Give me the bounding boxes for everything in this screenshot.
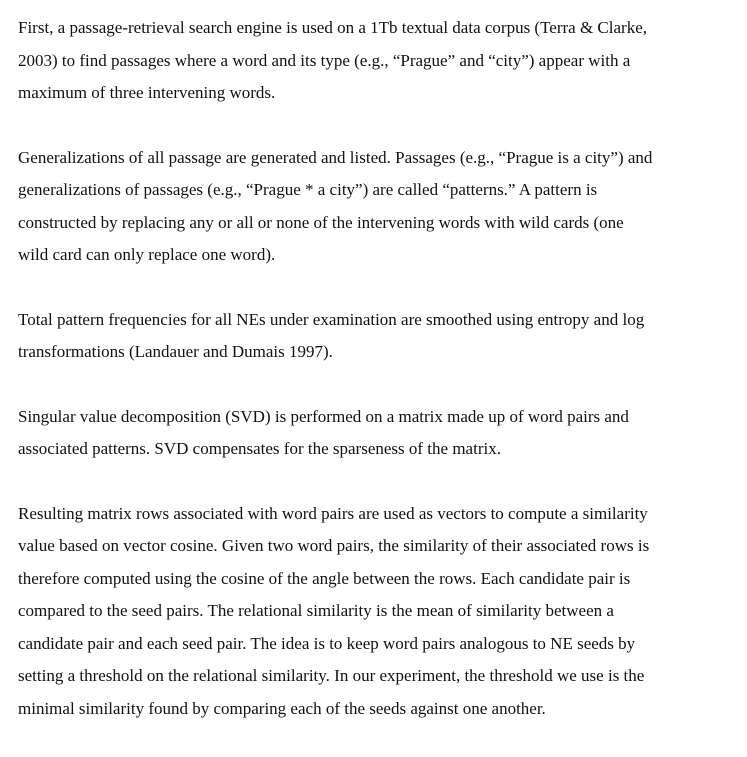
paragraph-generalizations <box>18 142 733 272</box>
text-line: wild card can only replace one word). <box>18 245 276 264</box>
text-line: setting a threshold on the relational similarity. In our experiment, the threshold we use is the <box>18 666 645 685</box>
text-line: compared to the seed pairs. The relational similarity is the mean of similarity between a <box>18 601 614 620</box>
text-line: Resulting matrix rows associated with word pairs are used as vectors to compute a similarity <box>18 503 648 523</box>
paragraph-frequency-smoothing <box>18 304 733 369</box>
text-line: constructed by replacing any or all or none of the intervening words with wild cards (one <box>18 212 624 232</box>
text-line: minimal similarity found by comparing each of the seeds against one another. <box>18 698 546 718</box>
text-line: Total pattern frequencies for all NEs under examination are smoothed using entropy and log <box>18 309 645 329</box>
paragraph-svd <box>18 401 733 466</box>
text-line: therefore computed using the cosine of the angle between the rows. Each candidate pair is <box>18 568 631 588</box>
text-line: First, a passage-retrieval search engine is used on a 1Tb textual data corpus (Terra & Clarke, <box>18 18 647 37</box>
text-line: transformations (Landauer and Dumais 1997). <box>18 342 333 361</box>
paragraph-relational-similarity <box>18 498 733 726</box>
text-line: value based on vector cosine. Given two word pairs, the similarity of their associated rows is <box>18 536 650 555</box>
text-line: maximum of three intervening words. <box>18 83 276 102</box>
text-line: associated patterns. SVD compensates for the sparseness of the matrix. <box>18 439 501 458</box>
paragraph-passage-retrieval <box>18 12 733 110</box>
document-page <box>18 12 733 757</box>
text-line: 2003) to find passages where a word and its type (e.g., “Prague” and “city”) appear with a <box>18 50 631 70</box>
text-line: generalizations of passages (e.g., “Prague * a city”) are called “patterns.” A pattern is <box>18 180 598 199</box>
text-line: Generalizations of all passage are generated and listed. Passages (e.g., “Prague is a city”) and <box>18 147 653 167</box>
text-line: candidate pair and each seed pair. The idea is to keep word pairs analogous to NE seeds by <box>18 633 636 653</box>
text-line: Singular value decomposition (SVD) is performed on a matrix made up of word pairs and <box>18 406 629 426</box>
